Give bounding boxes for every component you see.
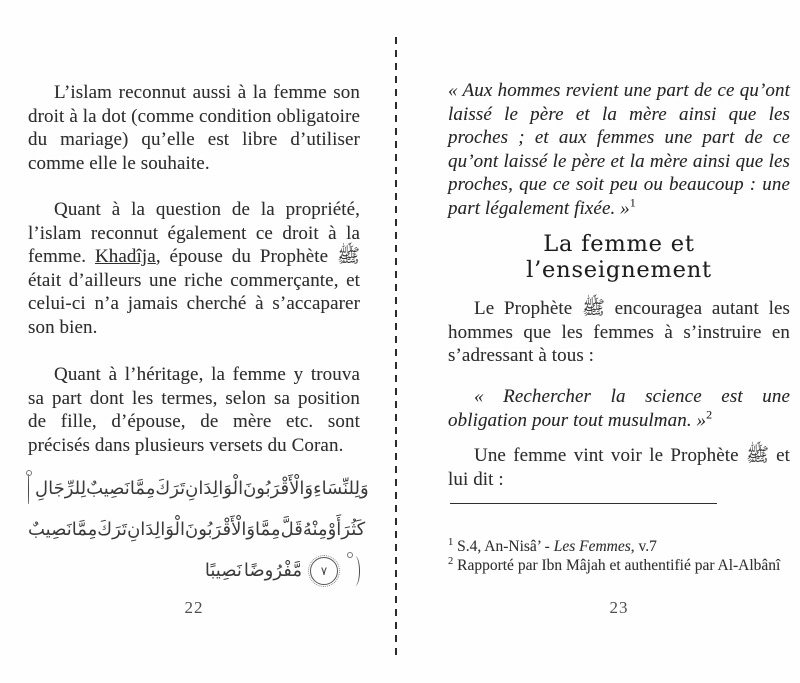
footnote-2-marker: 2	[448, 555, 454, 567]
quran-word: لِلرِّجَالِ	[35, 478, 87, 499]
quran-line-3-words	[205, 560, 302, 581]
footnote-1-suffix: , v.7	[630, 538, 657, 555]
quran-word: مِمَّا	[255, 519, 281, 540]
quran-line-2	[28, 509, 366, 550]
quran-word: الْوَالِدَانِ	[127, 519, 185, 540]
page-right	[448, 0, 790, 683]
paragraph-dot: L’islam reconnut aussi à la femme son droit à la dot (comme condition obligatoire du mariage) qu’elle est libre d’utiliser comme elle le souhaite.	[28, 82, 360, 174]
footnote-ref-1: 1	[629, 195, 636, 210]
quran-word: مَّفْرُوضًا	[243, 560, 302, 581]
quote-inheritance	[448, 79, 790, 221]
quran-line-1-words	[35, 478, 369, 499]
paragraph-femme-vint: Une femme vint voir le Prophète ﷺ et lui dit :	[448, 445, 790, 490]
quran-line-3	[28, 550, 360, 591]
page-left	[28, 0, 369, 683]
section-heading: La femme et l’enseignement	[526, 231, 712, 283]
quote-science	[448, 385, 790, 432]
quran-line-2-words	[28, 519, 365, 540]
quote-science-text: « Rechercher la science est une obligation pour tout musulman. »	[448, 386, 790, 431]
paragraph-enseignement: Le Prophète ﷺ encouragea autant les hommes que les femmes à s’instruire en s’adressant à tous :	[448, 298, 791, 367]
quran-word: وَلِلنِّسَاءِ	[313, 478, 369, 499]
quran-word: نَصِيبٌ	[86, 478, 130, 499]
paragraph-propriete	[28, 198, 360, 340]
page-divider-dashed-line	[395, 37, 397, 660]
page-number-left: 22	[184, 598, 204, 617]
paragraph-propriete-text: Quant à la question de la propriété, l’islam reconnut également ce droit à la femme.	[28, 199, 360, 268]
quran-word: أَوْ	[327, 519, 342, 540]
verse-bracket-close-icon	[350, 556, 360, 586]
quran-word: كَثُرَ	[341, 519, 366, 540]
quran-word: نَصِيبًا	[204, 560, 242, 581]
footnotes-block	[448, 537, 790, 575]
verse-number: ٧	[320, 563, 328, 578]
verse-number-medallion	[310, 557, 338, 585]
footnote-separator-line	[450, 503, 717, 504]
quran-line-1	[28, 468, 369, 509]
quote-inheritance-text: « Aux hommes revient une part de ce qu’ont laissé le père et la mère ainsi que les proches ; et aux femmes une part de ce qu’ont laissé le père et la mère ainsi que les proches, que ce soit peu ou beaucoup : une part légalement fixée. »	[448, 80, 790, 219]
paragraph-propriete-rest: , épouse du Prophète ﷺ était d’ailleurs une riche commerçante, et celui-ci n’a jamais cherché à s’accaparer son bien.	[28, 246, 360, 338]
footnote-ref-2: 2	[706, 407, 713, 422]
quran-word: وَالْأَقْرَبُونَ	[243, 478, 314, 499]
quran-word: نَصِيبٌ	[28, 519, 72, 540]
footnote-1-marker: 1	[448, 536, 454, 548]
verse-bracket-open-icon	[28, 474, 29, 504]
quran-word: مِمَّا	[71, 519, 98, 540]
footnote-2-text: Rapporté par Ibn Mâjah et authentifié par Al-Albânî	[457, 557, 781, 574]
quran-word: قَلَّ	[280, 519, 303, 540]
quran-verse-block	[28, 468, 369, 591]
khadija-underlined: Khadîja	[94, 246, 156, 268]
footnote-1-title-italic: Les Femmes	[553, 538, 631, 555]
footnote-1-text: S.4, An-Nisâ’ -	[457, 538, 554, 555]
quran-word: مِنْهُ	[302, 519, 328, 540]
footnote-1	[448, 537, 790, 556]
quran-word: تَرَكَ	[97, 519, 128, 540]
quran-word: وَالْأَقْرَبُونَ	[185, 519, 256, 540]
quran-word: تَرَكَ	[155, 478, 186, 499]
footnote-2	[448, 556, 790, 575]
page-number-right: 23	[609, 598, 629, 617]
quran-word: الْوَالِدَانِ	[185, 478, 244, 499]
quran-word: مِمَّا	[129, 478, 156, 499]
paragraph-heritage: Quant à l’héritage, la femme y trouva sa part dont les termes, selon sa position de fille, d’épouse, de mère etc. sont précisés dans plusieurs versets du Coran.	[28, 364, 360, 456]
